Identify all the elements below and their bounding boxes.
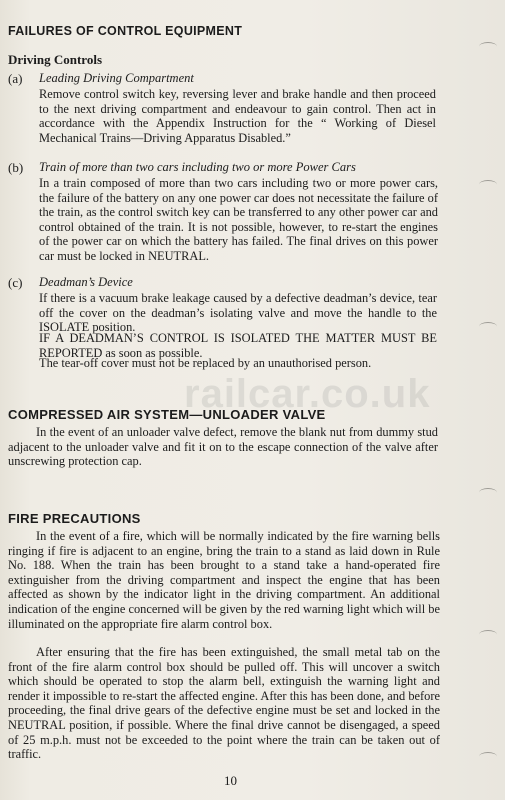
item-label-c: (c) [8, 275, 23, 290]
paragraph-train-of-more-than-two-cars: In a train composed of more than two cars including two or more power cars, the failure of the battery on any one power car does not necessitate the failure of the train, as the control switch key can be transferred to any other power car and control obtained of the train. It is not possible, however, to re-start the engines of the power car on which the battery has failed. The final drives on this power car must be locked in NEUTRAL. [39, 176, 438, 263]
item-title-train-of-more-than-two-cars: Train of more than two cars including two or more Power Cars [39, 160, 356, 174]
binder-hole-mark [479, 488, 497, 497]
binder-hole-mark [479, 752, 497, 761]
binder-hole-mark [479, 42, 497, 51]
heading-fire-precautions: FIRE PRECAUTIONS [8, 511, 141, 526]
paragraph-deadmans-control-reported: IF A DEADMAN’S CONTROL IS ISOLATED THE MATTER MUST BE REPORTED as soon as possible. [39, 331, 437, 360]
item-label-b: (b) [8, 160, 24, 175]
item-title-deadmans-device: Deadman’s Device [39, 275, 133, 289]
binder-hole-mark [479, 630, 497, 639]
paragraph-fire-precautions-2: After ensuring that the fire has been extinguished, the small metal tab on the front of the fire alarm control box should be pulled off. This will uncover a switch which should be operated to stop the alarm bell, extinguish the warning light and render it impossible to re-start the affected engine. After this has been done, and before proceeding, the final drive gears of the defective engine must be set and locked in the NEUTRAL position, if possible. Where the final drive cannot be disengaged, a speed of 25 m.p.h. must not be exceeded to the point where the train can be taken out of traffic. [8, 645, 440, 762]
paragraph-leading-driving-compartment: Remove control switch key, reversing lever and brake handle and then proceed to the next driving compartment and endeavour to gain control. Then act in accordance with the Appendix Instruction for the “ Working of Diesel Mechanical Trains—Driving Apparatus Disabled.” [39, 87, 436, 145]
paragraph-fire-precautions-1: In the event of a fire, which will be normally indicated by the fire warning bells ringing if fire is adjacent to an engine, bring the train to a stand as laid down in Rule No. 188. When the train has been brought to a stand take a hand-operated fire extinguisher from the driving compartment and inspect the engine that has been affected as shown by the indicator light in the driving compartment. An additional indication of the engine concerned will be given by the red warning light which will be illuminated on the appropriate fire alarm control box. [8, 529, 440, 631]
paragraph-compressed-air-system: In the event of an unloader valve defect, remove the blank nut from dummy stud adjacent to the unloader valve and fit it on to the escape connection of the valve after unscrewing protection cap. [8, 425, 438, 469]
page-number: 10 [224, 773, 237, 788]
paragraph-deadmans-device: If there is a vacuum brake leakage caused by a defective deadman’s device, tear off the cover on the deadman’s isolating valve and move the handle to the ISOLATE position. [39, 291, 437, 335]
watermark: railcar.co.uk [184, 372, 431, 416]
binder-hole-mark [479, 180, 497, 189]
item-title-leading-driving-compartment: Leading Driving Compartment [39, 71, 194, 85]
item-label-a: (a) [8, 71, 23, 86]
heading-compressed-air-system: COMPRESSED AIR SYSTEM—UNLOADER VALVE [8, 407, 326, 422]
binder-hole-mark [479, 322, 497, 331]
paragraph-tear-off-cover: The tear-off cover must not be replaced by an unauthorised person. [39, 356, 372, 370]
page-title: FAILURES OF CONTROL EQUIPMENT [8, 24, 243, 38]
section-heading-driving-controls: Driving Controls [8, 52, 103, 67]
